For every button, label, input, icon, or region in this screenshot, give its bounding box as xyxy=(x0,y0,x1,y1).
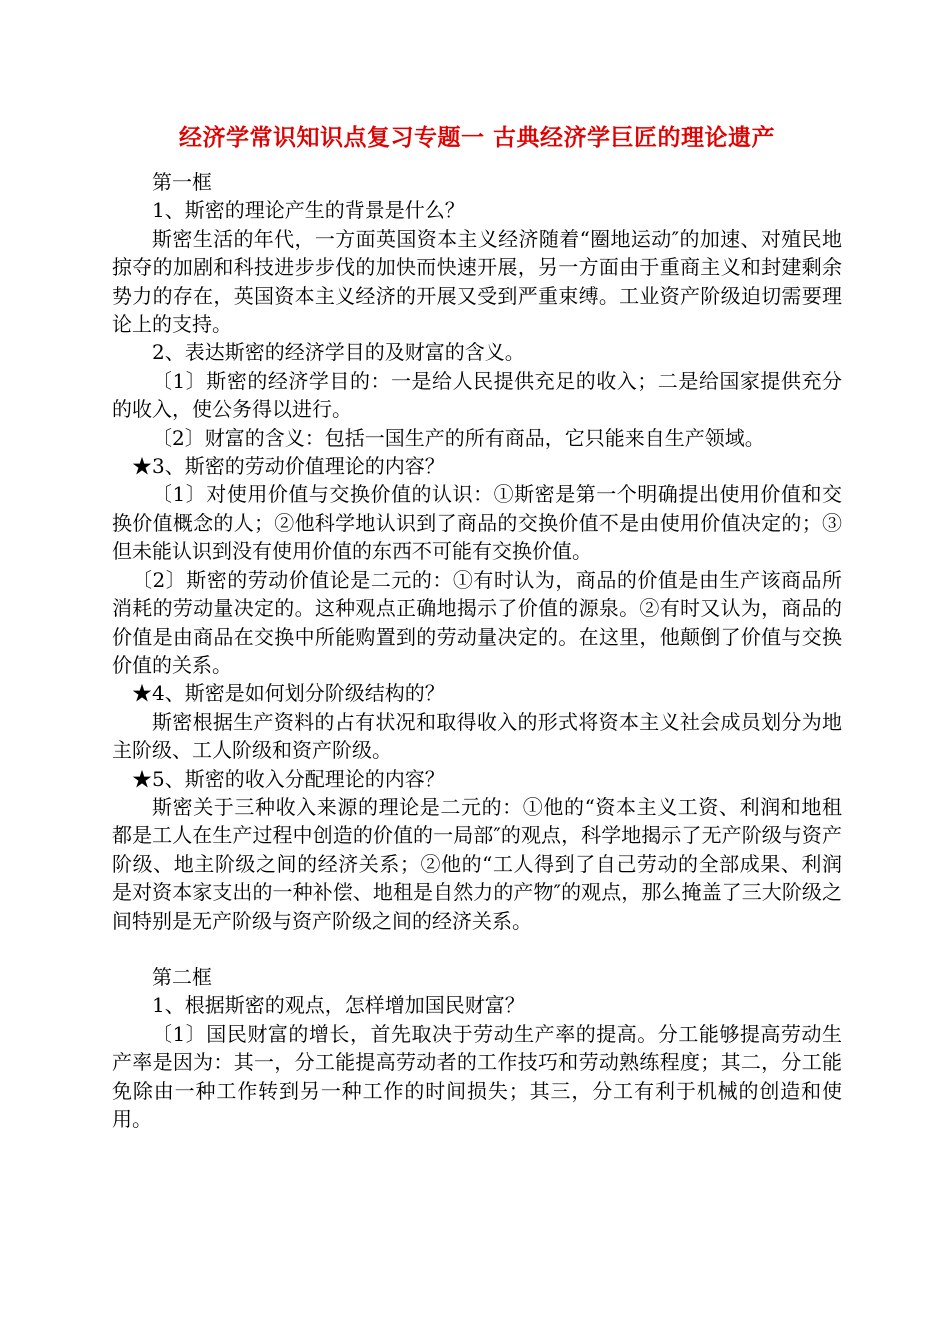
document-page xyxy=(112,118,842,1133)
section-1-heading: 第一框 xyxy=(152,170,212,194)
section-2-answer-1-part-1: 〔1〕国民财富的增长，首先取决于劳动生产率的提高。分工能够提高劳动生产率是因为：其一，分工能提高劳动者的工作技巧和劳动熟练程度；其二，分工能免除由一种工作转到另一种工作的时间损失；其三，分工有利于机械的创造和使用。 xyxy=(112,1021,842,1131)
document-title: 经济学常识知识点复习专题一 古典经济学巨匠的理论遗产 xyxy=(178,124,775,151)
section-1-answer-4: 斯密根据生产资料的占有状况和取得收入的形式将资本主义社会成员划分为地主阶级、工人阶级和资产阶级。 xyxy=(112,709,842,763)
section-1-answer-3-part-1: 〔1〕对使用价值与交换价值的认识：①斯密是第一个明确提出使用价值和交换价值概念的人；②他科学地认识到了商品的交换价值不是由使用价值决定的；③但未能认识到没有使用价值的东西不可能有交换价值。 xyxy=(112,482,842,564)
section-2-heading: 第二框 xyxy=(152,964,212,989)
section-1-answer-5: 斯密关于三种收入来源的理论是二元的：①他的“资本主义工资、利润和地租都是工人在生产过程中创造的价值的一局部″的观点，科学地揭示了无产阶级与资产阶级、地主阶级之间的经济关系；②他的“工人得到了自己劳动的全部成果、利润是对资本家支出的一种补偿、地租是自然力的产物″的观点，那么掩盖了三大阶级之间特别是无产阶级与资产阶级之间的经济关系。 xyxy=(112,794,842,933)
section-1-answer-2-part-2: 〔2〕财富的含义：包括一国生产的所有商品，它只能来自生产领域。 xyxy=(152,425,765,450)
section-divider-space xyxy=(112,935,842,963)
section-1-answer-3-part-2: 〔2〕斯密的劳动价值论是二元的：①有时认为，商品的价值是由生产该商品所消耗的劳动量决定的。这种观点正确地揭示了价值的源泉。②有时又认为，商品的价值是由商品在交换中所能购置到的劳动量决定的。在这里，他颠倒了价值与交换价值的关系。 xyxy=(112,567,842,677)
section-2-question-1: 1、根据斯密的观点，怎样增加国民财富？ xyxy=(152,993,525,1018)
section-1-answer-1: 斯密生活的年代，一方面英国资本主义经济随着“圈地运动″的加速、对殖民地掠夺的加剧和科技进步步伐的加快而快速开展，另一方面由于重商主义和封建剩余势力的存在，英国资本主义经济的开展又受到严重束缚。工业资产阶级迫切需要理论上的支持。 xyxy=(112,226,842,337)
section-1-question-1: 1、斯密的理论产生的背景是什么？ xyxy=(152,198,465,223)
section-1-question-4: ★4、斯密是如何划分阶级结构的？ xyxy=(132,681,445,706)
section-1-question-5: ★5、斯密的收入分配理论的内容？ xyxy=(132,766,445,791)
section-1-question-2: 2、表达斯密的经济学目的及财富的含义。 xyxy=(152,340,525,365)
section-1-answer-2-part-1: 〔1〕斯密的经济学目的：一是给人民提供充足的收入；二是给国家提供充分的收入，使公务得以进行。 xyxy=(112,368,842,422)
section-1-question-3: ★3、斯密的劳动价值理论的内容？ xyxy=(132,454,445,479)
